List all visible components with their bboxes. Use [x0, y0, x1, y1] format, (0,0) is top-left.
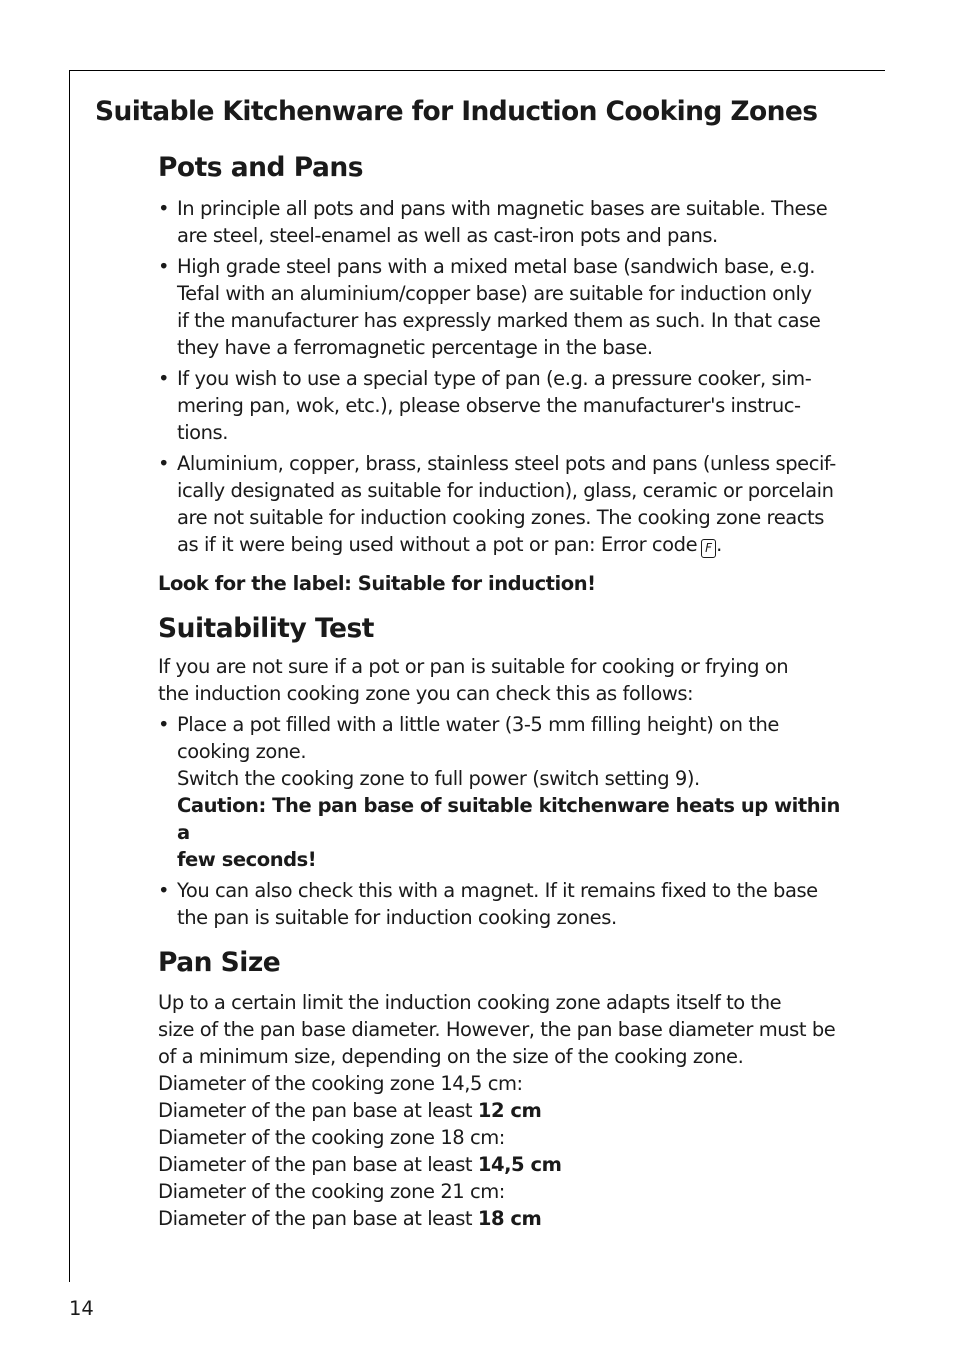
text-line: the induction cooking zone you can check this as follows: — [158, 682, 694, 705]
base-diameter-line — [158, 1097, 858, 1124]
suitability-intro — [158, 653, 858, 707]
text-line: Switch the cooking zone to full power (switch setting 9). — [177, 767, 700, 790]
text-line — [177, 531, 858, 558]
bullet-icon: • — [158, 452, 170, 475]
zone-diameter-line — [158, 1070, 858, 1097]
text-line: tions. — [177, 421, 229, 444]
text-line: ically designated as suitable for induction), glass, ceramic or porcelain — [177, 479, 834, 502]
text-line: the pan is suitable for induction cooking zones. — [177, 906, 617, 929]
list-item — [158, 195, 858, 249]
caution-text: few seconds! — [177, 848, 317, 871]
bullet-icon: • — [158, 713, 170, 736]
list-item — [158, 253, 858, 361]
text-line: Up to a certain limit the induction cooking zone adapts itself to the — [158, 991, 782, 1014]
diameter-list — [158, 1070, 858, 1232]
suitability-list — [158, 711, 858, 931]
sentence-end: . — [716, 533, 722, 556]
text-line: size of the pan base diameter. However, the pan base diameter must be — [158, 1018, 836, 1041]
list-item — [158, 711, 858, 873]
label-note: Look for the label: Suitable for induction! — [158, 572, 596, 595]
text-line: In principle all pots and pans with magnetic bases are suitable. These — [177, 197, 828, 220]
text-line: mering pan, wok, etc.), please observe the manufacturer's instruc- — [177, 394, 801, 417]
text-line: if the manufacturer has expressly marked them as such. In that case — [177, 309, 821, 332]
text-line: are steel, steel-enamel as well as cast-iron pots and pans. — [177, 224, 718, 247]
base-value: 14,5 cm — [477, 1153, 562, 1176]
bullet-icon: • — [158, 367, 170, 390]
pots-and-pans-list — [158, 195, 858, 558]
text-line: of a minimum size, depending on the size of the cooking zone. — [158, 1045, 744, 1068]
base-label: Diameter of the pan base at least — [158, 1207, 473, 1230]
text-line: Tefal with an aluminium/copper base) are suitable for induction only — [177, 282, 812, 305]
suitability-test-section — [158, 611, 858, 931]
base-label: Diameter of the pan base at least — [158, 1153, 473, 1176]
base-value: 18 cm — [477, 1207, 542, 1230]
top-rule — [69, 70, 885, 71]
zone-label: Diameter of the cooking zone — [158, 1126, 435, 1149]
text-line: cooking zone. — [177, 740, 307, 763]
list-item — [158, 365, 858, 446]
page-title: Suitable Kitchenware for Induction Cooking Zones — [95, 96, 818, 127]
zone-value: 21 cm: — [440, 1180, 505, 1203]
base-label: Diameter of the pan base at least — [158, 1099, 473, 1122]
text-line: If you wish to use a special type of pan (e.g. a pressure cooker, sim- — [177, 367, 812, 390]
caution-text: Caution: The pan base of suitable kitchenware heats up within a — [177, 794, 840, 844]
pan-size-intro — [158, 989, 858, 1070]
bullet-icon: • — [158, 879, 170, 902]
zone-label: Diameter of the cooking zone — [158, 1180, 435, 1203]
suitability-test-heading: Suitability Test — [158, 613, 374, 644]
zone-value: 18 cm: — [440, 1126, 505, 1149]
text-line: are not suitable for induction cooking zones. The cooking zone reacts — [177, 506, 824, 529]
text-line: You can also check this with a magnet. If it remains fixed to the base — [177, 879, 818, 902]
base-value: 12 cm — [477, 1099, 542, 1122]
content — [158, 150, 858, 1232]
base-diameter-line — [158, 1151, 858, 1178]
text-line: Aluminium, copper, brass, stainless steel pots and pans (unless specif- — [177, 452, 836, 475]
pan-size-section — [158, 945, 858, 1232]
bullet-icon: • — [158, 197, 170, 220]
error-code-text: as if it were being used without a pot or pan: Error code — [177, 533, 698, 556]
bullet-icon: • — [158, 255, 170, 278]
zone-value: 14,5 cm: — [440, 1072, 523, 1095]
pots-and-pans-heading: Pots and Pans — [158, 152, 363, 183]
zone-diameter-line — [158, 1178, 858, 1205]
zone-label: Diameter of the cooking zone — [158, 1072, 435, 1095]
error-code-icon: F — [701, 539, 716, 558]
page-number: 14 — [69, 1297, 94, 1320]
base-diameter-line — [158, 1205, 858, 1232]
left-rule — [69, 70, 70, 1282]
text-line: they have a ferromagnetic percentage in the base. — [177, 336, 653, 359]
list-item — [158, 877, 858, 931]
list-item — [158, 450, 858, 558]
text-line: High grade steel pans with a mixed metal base (sandwich base, e.g. — [177, 255, 815, 278]
text-line: Place a pot filled with a little water (3-5 mm filling height) on the — [177, 713, 779, 736]
pots-and-pans-section — [158, 150, 858, 597]
pan-size-heading: Pan Size — [158, 947, 281, 978]
zone-diameter-line — [158, 1124, 858, 1151]
text-line: If you are not sure if a pot or pan is suitable for cooking or frying on — [158, 655, 789, 678]
